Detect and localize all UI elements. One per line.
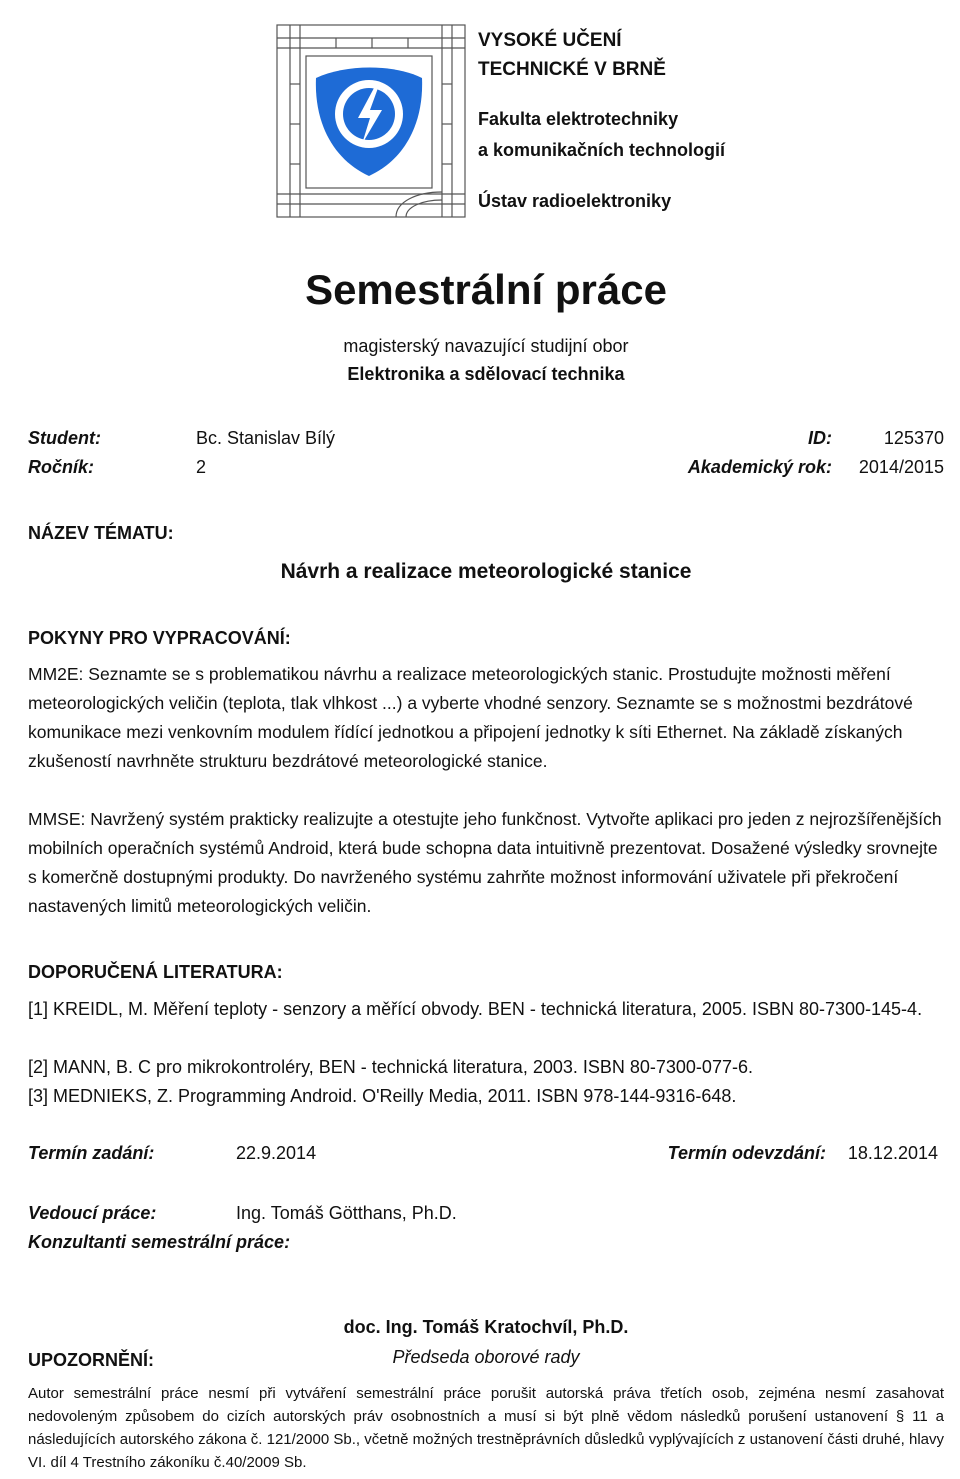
year-value: 2 (196, 457, 207, 477)
year-label: Ročník: (28, 457, 95, 477)
literature-item: [3] MEDNIEKS, Z. Programming Android. O'Reilly Media, 2011. ISBN 978-144-9316-648. (28, 1086, 737, 1106)
vut-logo-icon (276, 24, 466, 218)
supervisor-label: Vedoucí práce: (28, 1203, 157, 1223)
assigned-date-label: Termín zadání: (28, 1143, 155, 1163)
due-date-value: 18.12.2014 (847, 1143, 938, 1163)
instructions-paragraph-1: MM2E: Seznamte se s problematikou návrhu a realizace meteorologických stanic. Prostudujte možnosti měření meteorologických veličin (teplota, tlak vlhkost ...) a vyberte vhodné senzory. Seznamte se s možnostmi bezdrátové komunikace mezi venkovním modulem řídící jednotkou a připojení jednotky k síti Ethernet. Na základě získaných zkušeností navrhněte strukturu bezdrátové meteorologické stanice. (28, 664, 913, 771)
consultants-label: Konzultanti semestrální práce: (28, 1232, 291, 1252)
faculty-name-line2: a komunikačních technologií (478, 140, 726, 160)
notice-heading: UPOZORNĚNÍ: (28, 1350, 154, 1370)
due-date-label: Termín odevzdání: (667, 1143, 826, 1163)
instructions-paragraph-2: MMSE: Navržený systém prakticky realizujte a otestujte jeho funkčnost. Vytvořte aplikaci pro jeden z nejrozšířenějších mobilních operačních systémů Android, která bude schopna data intuitivně prezentovat. Dosažené výsledky srovnejte s komerčně dostupnými produkty. Do navrženého systému zahrňte možnost informování uživatele při překročení nastavených limitů meteorologických veličin. (28, 809, 942, 916)
topic-heading: NÁZEV TÉMATU: (28, 523, 174, 543)
instructions-heading: POKYNY PRO VYPRACOVÁNÍ: (28, 628, 291, 648)
literature-item: [2] MANN, B. C pro mikrokontroléry, BEN - technická literatura, 2003. ISBN 80-7300-077-6. (28, 1057, 753, 1077)
institute-name: Ústav radioelektroniky (478, 191, 672, 211)
university-name-line1: VYSOKÉ UČENÍ (478, 30, 622, 51)
signature-name: doc. Ing. Tomáš Kratochvíl, Ph.D. (343, 1317, 629, 1337)
student-value: Bc. Stanislav Bílý (196, 428, 336, 448)
academic-year-value: 2014/2015 (858, 457, 944, 477)
study-program: magisterský navazující studijní obor (343, 336, 629, 356)
academic-year-label: Akademický rok: (687, 457, 832, 477)
student-label: Student: (28, 428, 101, 448)
topic-title: Návrh a realizace meteorologické stanice (280, 560, 692, 583)
notice-text: Autor semestrální práce nesmí při vytváření semestrální práce porušit autorská práva třetích osob, zejména nesmí zasahovat nedovoleným způsobem do cizích autorských práv osobnostních a musí si být plně vědom následků porušení ustanovení § 11 a následujících autorského zákona č. 121/2000 Sb., včetně možných trestněprávních důsledků vyplývajících z ustanovení části druhé, hlavy VI. díl 4 Trestního zákoníku č.40/2009 Sb. (28, 1385, 944, 1471)
assigned-date-value: 22.9.2014 (236, 1143, 317, 1163)
id-value: 125370 (883, 428, 944, 448)
university-name-line2: TECHNICKÉ V BRNĚ (478, 59, 666, 80)
literature-heading: DOPORUČENÁ LITERATURA: (28, 962, 283, 982)
faculty-name-line1: Fakulta elektrotechniky (478, 109, 679, 129)
literature-item: [1] KREIDL, M. Měření teploty - senzory a měřící obvody. BEN - technická literatura, 2005. ISBN 80-7300-145-4. (28, 999, 923, 1019)
id-label: ID: (808, 428, 832, 448)
supervisor-value: Ing. Tomáš Götthans, Ph.D. (236, 1203, 457, 1223)
study-field: Elektronika a sdělovací technika (347, 364, 625, 384)
document-title: Semestrální práce (305, 266, 667, 313)
signature-role: Předseda oborové rady (392, 1347, 580, 1367)
